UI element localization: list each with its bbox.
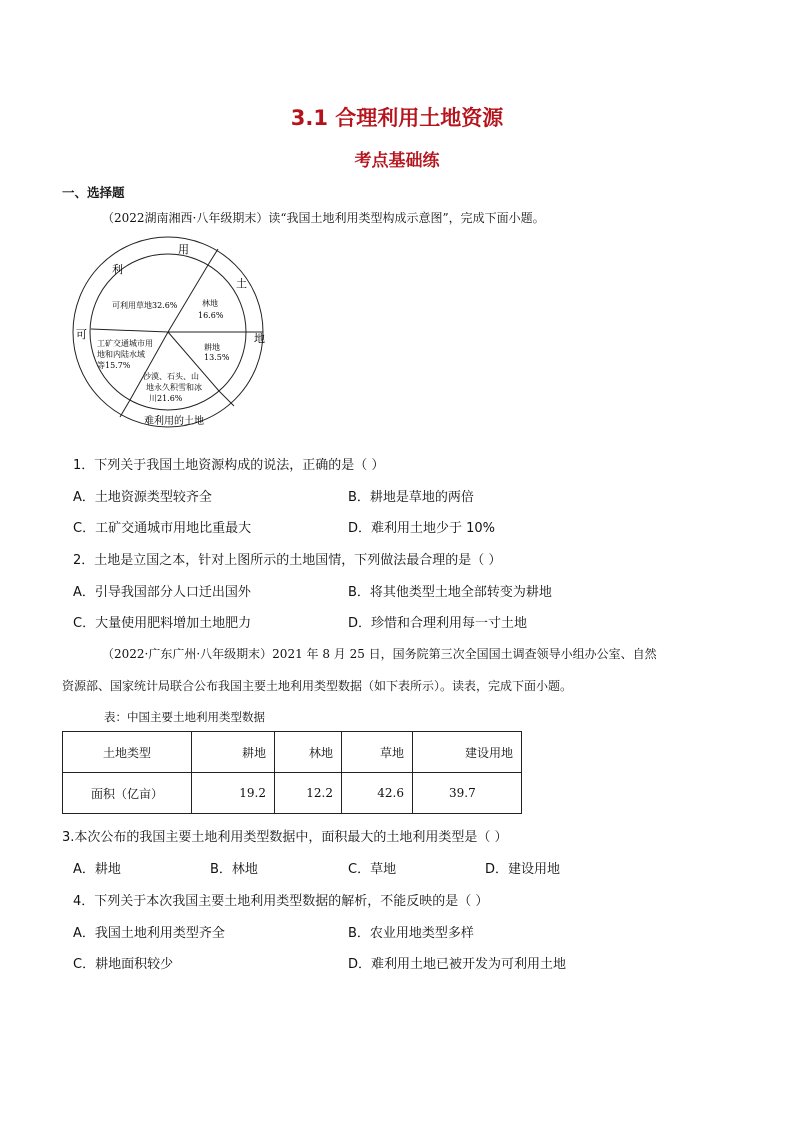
- question-1-option-c[interactable]: C．工矿交通城市用地比重最大: [73, 521, 252, 536]
- table-header-cell: 土地类型: [63, 732, 192, 773]
- question-1-option-b[interactable]: B．耕地是草地的两倍: [348, 490, 474, 505]
- question-2-option-b[interactable]: B．将其他类型土地全部转变为耕地: [348, 585, 552, 600]
- table-row: [63, 773, 522, 814]
- slice-label-forest: 林地: [202, 299, 218, 308]
- intro-text-2-line-1: （2022·广东广州·八年级期末）2021 年 8 月 25 日，国务院第三次全国国土调查领导小组办公室、自然: [102, 647, 657, 661]
- question-2-stem: 2．土地是立国之本，针对上图所示的土地国情，下列做法最合理的是（ ）: [73, 553, 502, 568]
- slice-label-desert-3: 川21.6%: [149, 394, 183, 403]
- question-4-option-b[interactable]: B．农业用地类型多样: [348, 926, 474, 941]
- table-row-label: 面积（亿亩）: [63, 773, 192, 814]
- question-4-stem: 4．下列关于本次我国主要土地利用类型数据的解析，不能反映的是（ ）: [73, 894, 489, 909]
- land-use-pie-diagram: [66, 236, 276, 436]
- section-heading: 一、选择题: [62, 185, 125, 200]
- bottom-label: 难利用的土地: [144, 416, 204, 427]
- table-cell-value: 42.6: [342, 773, 413, 814]
- ring-divider: [219, 391, 234, 406]
- slice-label-industrial-3: 等15.7%: [97, 361, 131, 370]
- question-1-option-a[interactable]: A．土地资源类型较齐全: [73, 490, 212, 505]
- table-header-cell: 建设用地: [413, 732, 522, 773]
- question-3-option-a[interactable]: A．耕地: [73, 862, 121, 877]
- outer-char-ke: 可: [76, 328, 87, 341]
- table-cell-value: 12.2: [275, 773, 342, 814]
- table-caption: 表：中国主要土地利用类型数据: [104, 710, 265, 724]
- question-4-option-d[interactable]: D．难利用土地已被开发为可利用土地: [348, 957, 567, 972]
- ring-divider: [120, 400, 130, 417]
- question-3-option-c[interactable]: C．草地: [348, 862, 397, 877]
- outer-char-tu: 土: [236, 277, 247, 290]
- question-2-option-c[interactable]: C．大量使用肥料增加土地肥力: [73, 616, 252, 631]
- pie-divider: [91, 329, 168, 332]
- slice-label-forest-value: 16.6%: [198, 311, 224, 320]
- table-header-cell: 耕地: [192, 732, 275, 773]
- intro-text-2-line-2: 资源部、国家统计局联合公布我国主要土地利用类型数据（如下表所示）。读表，完成下面小题。: [62, 679, 573, 693]
- question-3-option-b[interactable]: B．林地: [210, 862, 258, 877]
- table-header-cell: 林地: [275, 732, 342, 773]
- slice-label-farmland-value: 13.5%: [204, 353, 230, 362]
- question-1-stem: 1．下列关于我国土地资源构成的说法，正确的是（ ）: [73, 458, 385, 473]
- table-header-cell: 草地: [342, 732, 413, 773]
- intro-text-1: （2022湖南湘西·八年级期末）读“我国土地利用类型构成示意图”，完成下面小题。: [102, 211, 545, 225]
- land-use-table: [62, 731, 522, 814]
- question-4-option-c[interactable]: C．耕地面积较少: [73, 957, 174, 972]
- slice-label-desert-2: 地永久积雪和冰: [146, 383, 202, 392]
- table-header-row: [63, 732, 522, 773]
- question-3-stem: 3.本次公布的我国主要土地利用类型数据中，面积最大的土地利用类型是（ ）: [62, 830, 508, 845]
- ring-divider: [208, 249, 218, 265]
- question-2-option-a[interactable]: A．引导我国部分人口迁出国外: [73, 585, 251, 600]
- outer-char-di: 地: [254, 332, 265, 345]
- question-3-option-d[interactable]: D．建设用地: [485, 862, 561, 877]
- table-cell-value: 19.2: [192, 773, 275, 814]
- table-cell-value: 39.7: [413, 773, 522, 814]
- page-title: 3.1 合理利用土地资源: [290, 106, 504, 130]
- outer-char-li: 利: [112, 263, 123, 276]
- slice-label-grassland: 可利用草地32.6%: [112, 301, 178, 310]
- slice-label-industrial-2: 地和内陆水域: [97, 350, 145, 359]
- outer-char-yong: 用: [178, 243, 189, 256]
- question-1-option-d[interactable]: D．难利用土地少于 10%: [348, 521, 496, 536]
- slice-label-industrial-1: 工矿交通城市用: [97, 339, 153, 348]
- slice-label-desert-1: 沙漠、石头、山: [143, 372, 199, 381]
- question-4-option-a[interactable]: A．我国土地利用类型齐全: [73, 926, 225, 941]
- page-subtitle: 考点基础练: [354, 151, 440, 171]
- question-2-option-d[interactable]: D．珍惜和合理利用每一寸土地: [348, 616, 528, 631]
- slice-label-farmland: 耕地: [204, 343, 220, 352]
